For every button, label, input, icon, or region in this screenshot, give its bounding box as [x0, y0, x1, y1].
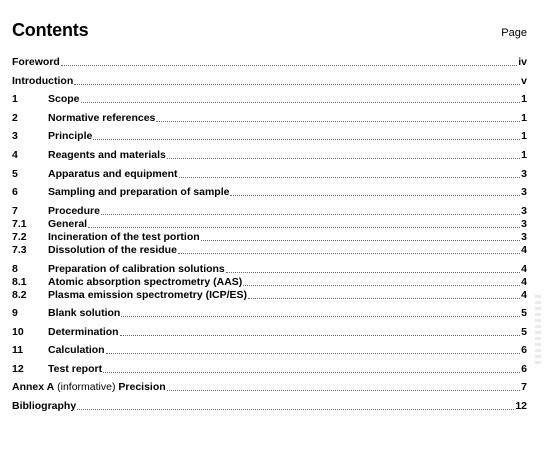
- leader-dots: [230, 195, 520, 196]
- toc-entry-annex-a[interactable]: [12, 380, 527, 394]
- toc-entry-label: Introduction: [12, 75, 74, 87]
- toc-entry-label: Sampling and preparation of sample: [48, 186, 230, 198]
- leader-dots: [106, 353, 521, 354]
- toc-entry-page: 3: [521, 218, 527, 230]
- toc-entry-number: 12: [12, 363, 24, 375]
- leader-dots: [61, 65, 517, 66]
- toc-entry-label: Foreword: [12, 56, 60, 68]
- leader-dots: [226, 272, 520, 273]
- toc-entry-page: 4: [521, 276, 527, 288]
- leader-dots: [121, 316, 520, 317]
- toc-entry-page: 4: [521, 263, 527, 275]
- leader-dots: [179, 177, 521, 178]
- toc-entry-label: Plasma emission spectrometry (ICP/ES): [48, 289, 247, 301]
- toc-entry-page: 7: [521, 381, 527, 393]
- toc-entry-7[interactable]: [12, 204, 527, 218]
- toc-entry-5[interactable]: [12, 167, 527, 181]
- toc-entry-label: Bibliography: [12, 400, 77, 412]
- toc-entry-11[interactable]: [12, 343, 527, 357]
- toc-entry-page: 6: [521, 363, 527, 375]
- toc-entry-label: Preparation of calibration solutions: [48, 263, 225, 275]
- toc-entry-label: Procedure: [48, 205, 100, 217]
- leader-dots: [178, 253, 520, 254]
- toc-entry-number: 3: [12, 130, 18, 142]
- leader-dots: [101, 214, 520, 215]
- page-title: Contents: [12, 20, 89, 40]
- toc-entry-page: 1: [521, 130, 527, 142]
- leader-dots: [248, 298, 520, 299]
- toc-entry-introduction[interactable]: [12, 74, 527, 88]
- toc-entry-number: 10: [12, 326, 24, 338]
- toc-entry-label: Normative references: [48, 112, 156, 124]
- toc-entry-page: 1: [521, 112, 527, 124]
- annex-label: Annex A: [12, 381, 55, 393]
- leader-dots: [156, 121, 520, 122]
- toc-entry-page: 5: [521, 326, 527, 338]
- toc-entry-page: 12: [515, 400, 527, 412]
- toc-entry-page: 1: [521, 149, 527, 161]
- leader-dots: [77, 409, 514, 410]
- leader-dots: [103, 372, 520, 373]
- toc-header: [12, 20, 527, 41]
- toc-entry-2[interactable]: [12, 111, 527, 125]
- toc-entry-page: 3: [521, 231, 527, 243]
- toc-entry-page: 6: [521, 344, 527, 356]
- toc-entry-foreword[interactable]: [12, 55, 527, 69]
- toc-entry-label: Atomic absorption spectrometry (AAS): [48, 276, 243, 288]
- toc-entry-number: 8.2: [12, 289, 27, 301]
- toc-entry-number: 9: [12, 307, 18, 319]
- toc-entry-page: v: [521, 75, 527, 87]
- toc-entry-number: 7.3: [12, 244, 27, 256]
- toc-entry-number: 7.1: [12, 218, 27, 230]
- toc-entry-8-2[interactable]: [12, 288, 527, 302]
- toc-entry-8-1[interactable]: [12, 275, 527, 289]
- leader-dots: [167, 390, 520, 391]
- toc-entry-label: Scope: [48, 93, 80, 105]
- toc-entry-9[interactable]: [12, 306, 527, 320]
- toc-entry-number: 5: [12, 168, 18, 180]
- toc-entry-6[interactable]: [12, 185, 527, 199]
- toc-entry-page: iv: [518, 56, 527, 68]
- toc-entry-7-2[interactable]: [12, 230, 527, 244]
- toc-entry-1[interactable]: [12, 92, 527, 106]
- toc-entry-number: 4: [12, 149, 18, 161]
- leader-dots: [243, 285, 520, 286]
- toc-entry-number: 11: [12, 344, 24, 356]
- toc-entry-label: Blank solution: [48, 307, 121, 319]
- toc-entry-page: 3: [521, 186, 527, 198]
- toc-entry-number: 6: [12, 186, 18, 198]
- page-column-label: Page: [501, 27, 527, 39]
- leader-dots: [88, 227, 520, 228]
- watermark-strip: [535, 295, 541, 365]
- leader-dots: [93, 139, 520, 140]
- toc-entry-number: 7: [12, 205, 18, 217]
- annex-title: Precision: [118, 381, 166, 393]
- toc-entry-page: 3: [521, 168, 527, 180]
- toc-entry-label: Calculation: [48, 344, 105, 356]
- leader-dots: [74, 84, 520, 85]
- toc-entry-number: 8.1: [12, 276, 27, 288]
- toc-entry-number: 1: [12, 93, 18, 105]
- toc-entry-label: General: [48, 218, 88, 230]
- toc-entry-label: [12, 380, 166, 394]
- toc-entry-page: 5: [521, 307, 527, 319]
- toc-entry-page: 1: [521, 93, 527, 105]
- toc-entry-3[interactable]: [12, 129, 527, 143]
- toc-entry-label: Apparatus and equipment: [48, 168, 178, 180]
- toc-entry-number: 8: [12, 263, 18, 275]
- toc-entry-label: Incineration of the test portion: [48, 231, 200, 243]
- toc-entry-label: Test report: [48, 363, 103, 375]
- toc-entry-7-1[interactable]: [12, 217, 527, 231]
- leader-dots: [201, 240, 520, 241]
- toc-entry-label: Reagents and materials: [48, 149, 166, 161]
- toc-entry-label: Dissolution of the residue: [48, 244, 177, 256]
- toc-entry-number: 7.2: [12, 231, 27, 243]
- toc-entry-10[interactable]: [12, 325, 527, 339]
- toc-entry-page: 4: [521, 289, 527, 301]
- toc-entry-4[interactable]: [12, 148, 527, 162]
- toc-entry-page: 3: [521, 205, 527, 217]
- annex-qualifier: (informative): [54, 381, 119, 393]
- toc-entry-bibliography[interactable]: [12, 399, 527, 413]
- toc-entry-12[interactable]: [12, 362, 527, 376]
- toc-entry-8[interactable]: [12, 262, 527, 276]
- toc-entry-label: Principle: [48, 130, 93, 142]
- leader-dots: [120, 335, 521, 336]
- toc-entry-number: 2: [12, 112, 18, 124]
- toc-entry-label: Determination: [48, 326, 119, 338]
- toc-entry-page: 4: [521, 244, 527, 256]
- toc-entry-7-3[interactable]: [12, 243, 527, 257]
- leader-dots: [167, 158, 520, 159]
- leader-dots: [81, 102, 521, 103]
